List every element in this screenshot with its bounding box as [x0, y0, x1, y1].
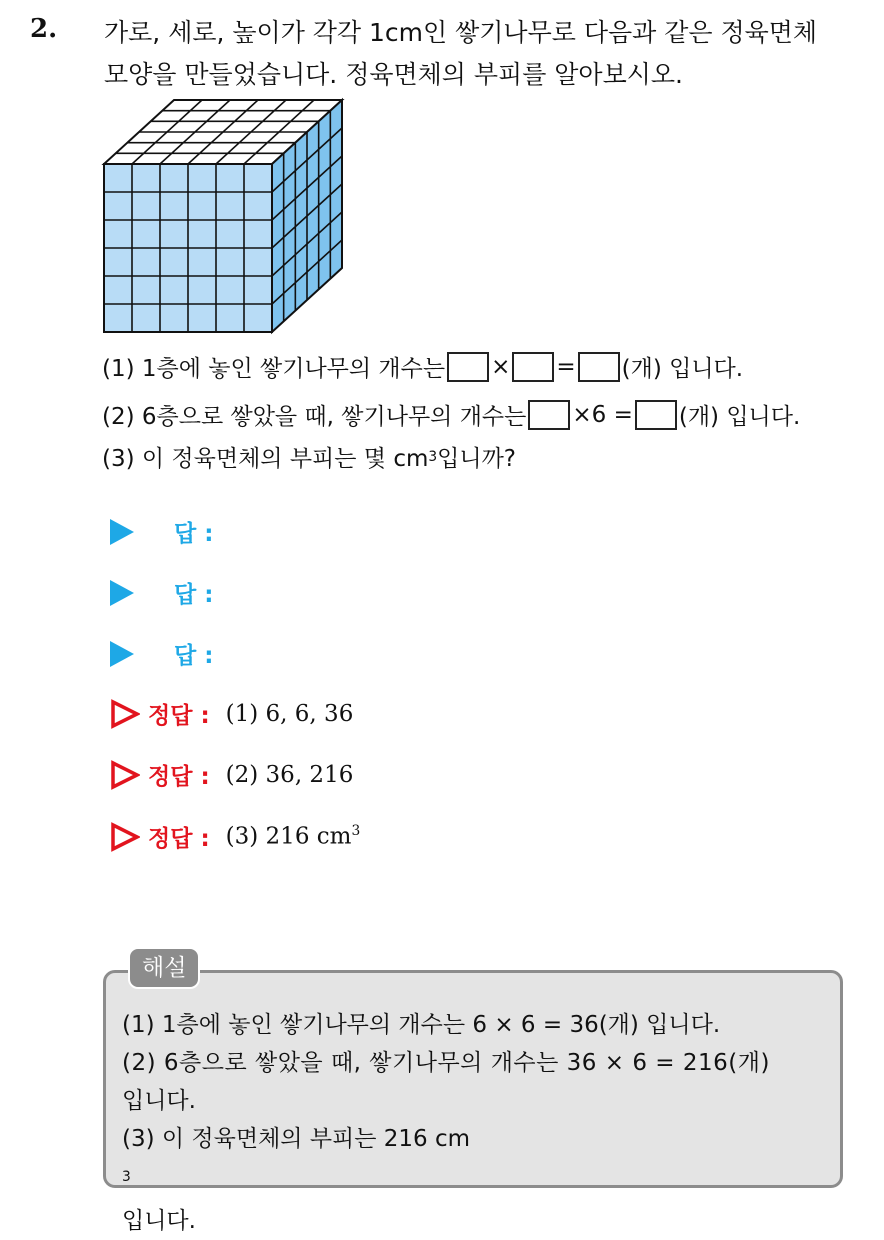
solution-value: (2) 36, 216: [225, 761, 354, 788]
subquestion-3: [102, 440, 516, 473]
question-line-1: 가로, 세로, 높이가 각각 1cm인 쌓기나무로 다음과 같은 정육면체: [104, 18, 818, 47]
solution-value: (1) 6, 6, 36: [225, 700, 354, 727]
subquestion-1-suffix: (개) 입니다.: [621, 356, 744, 382]
answer-label: 답 :: [174, 521, 214, 547]
explanation-line-1: (1) 1층에 놓인 쌓기나무의 개수는 6 × 6 = 36(개) 입니다.: [122, 1012, 721, 1038]
solution-row-1: [110, 697, 353, 730]
outlined-triangle-icon: [110, 699, 140, 729]
answer-row-2[interactable]: [110, 576, 213, 609]
solution-label: 정답 :: [148, 764, 210, 790]
subquestion-3-suffix: 입니까?: [437, 446, 517, 472]
triangle-icon: [110, 641, 134, 667]
explanation-line-4: [122, 1120, 827, 1240]
subquestion-1-prefix: (1) 1층에 놓인 쌓기나무의 개수는: [102, 356, 446, 382]
subquestion-1-op2: =: [556, 353, 576, 380]
subquestion-2-prefix: (2) 6층으로 쌓았을 때, 쌓기나무의 개수는: [102, 404, 527, 430]
answer-label: 답 :: [174, 582, 214, 608]
explanation-line-2: (2) 6층으로 쌓았을 때, 쌓기나무의 개수는 36 × 6 = 216(개): [122, 1050, 770, 1076]
explanation-tab: 해설: [128, 947, 200, 989]
question-line-2: 모양을 만들었습니다. 정육면체의 부피를 알아보시오.: [104, 60, 683, 89]
cube-figure: [100, 94, 350, 336]
explanation-line-4-sup: 3: [122, 1169, 131, 1185]
triangle-icon: [110, 519, 134, 545]
answer-blank-1b[interactable]: [512, 352, 554, 382]
answer-blank-1a[interactable]: [447, 352, 489, 382]
subquestion-2-suffix: (개) 입니다.: [678, 404, 801, 430]
solution-value-text: (3) 216 cm: [225, 823, 352, 850]
question-text: [104, 12, 864, 96]
solution-row-3: [110, 820, 360, 853]
solution-value-sup: 3: [351, 823, 361, 840]
explanation-line-4-text: (3) 이 정육면체의 부피는 216 cm: [122, 1126, 471, 1152]
answer-row-3[interactable]: [110, 637, 213, 670]
answer-label: 답 :: [174, 643, 214, 669]
subquestion-3-prefix: (3) 이 정육면체의 부피는 몇 cm: [102, 446, 429, 472]
explanation-line-3: 입니다.: [122, 1088, 196, 1114]
question-number: 2.: [30, 14, 58, 44]
outlined-triangle-icon: [110, 822, 140, 852]
subquestion-2-op1: ×6 =: [572, 401, 633, 428]
explanation-text: [122, 1006, 827, 1240]
triangle-icon: [110, 580, 134, 606]
subquestion-1: [102, 350, 743, 383]
solution-value: [226, 823, 361, 850]
answer-blank-1c[interactable]: [578, 352, 620, 382]
subquestion-1-op1: ×: [491, 353, 511, 380]
subquestion-2: [102, 398, 800, 431]
solution-label: 정답 :: [148, 703, 210, 729]
outlined-triangle-icon: [110, 760, 140, 790]
subquestion-3-sup: 3: [428, 448, 438, 465]
explanation-line-4-end: 입니다.: [122, 1207, 196, 1234]
answer-blank-2a[interactable]: [528, 400, 570, 430]
answer-row-1[interactable]: [110, 515, 213, 548]
solution-label: 정답 :: [148, 826, 210, 852]
solution-row-2: [110, 758, 353, 791]
answer-blank-2b[interactable]: [635, 400, 677, 430]
